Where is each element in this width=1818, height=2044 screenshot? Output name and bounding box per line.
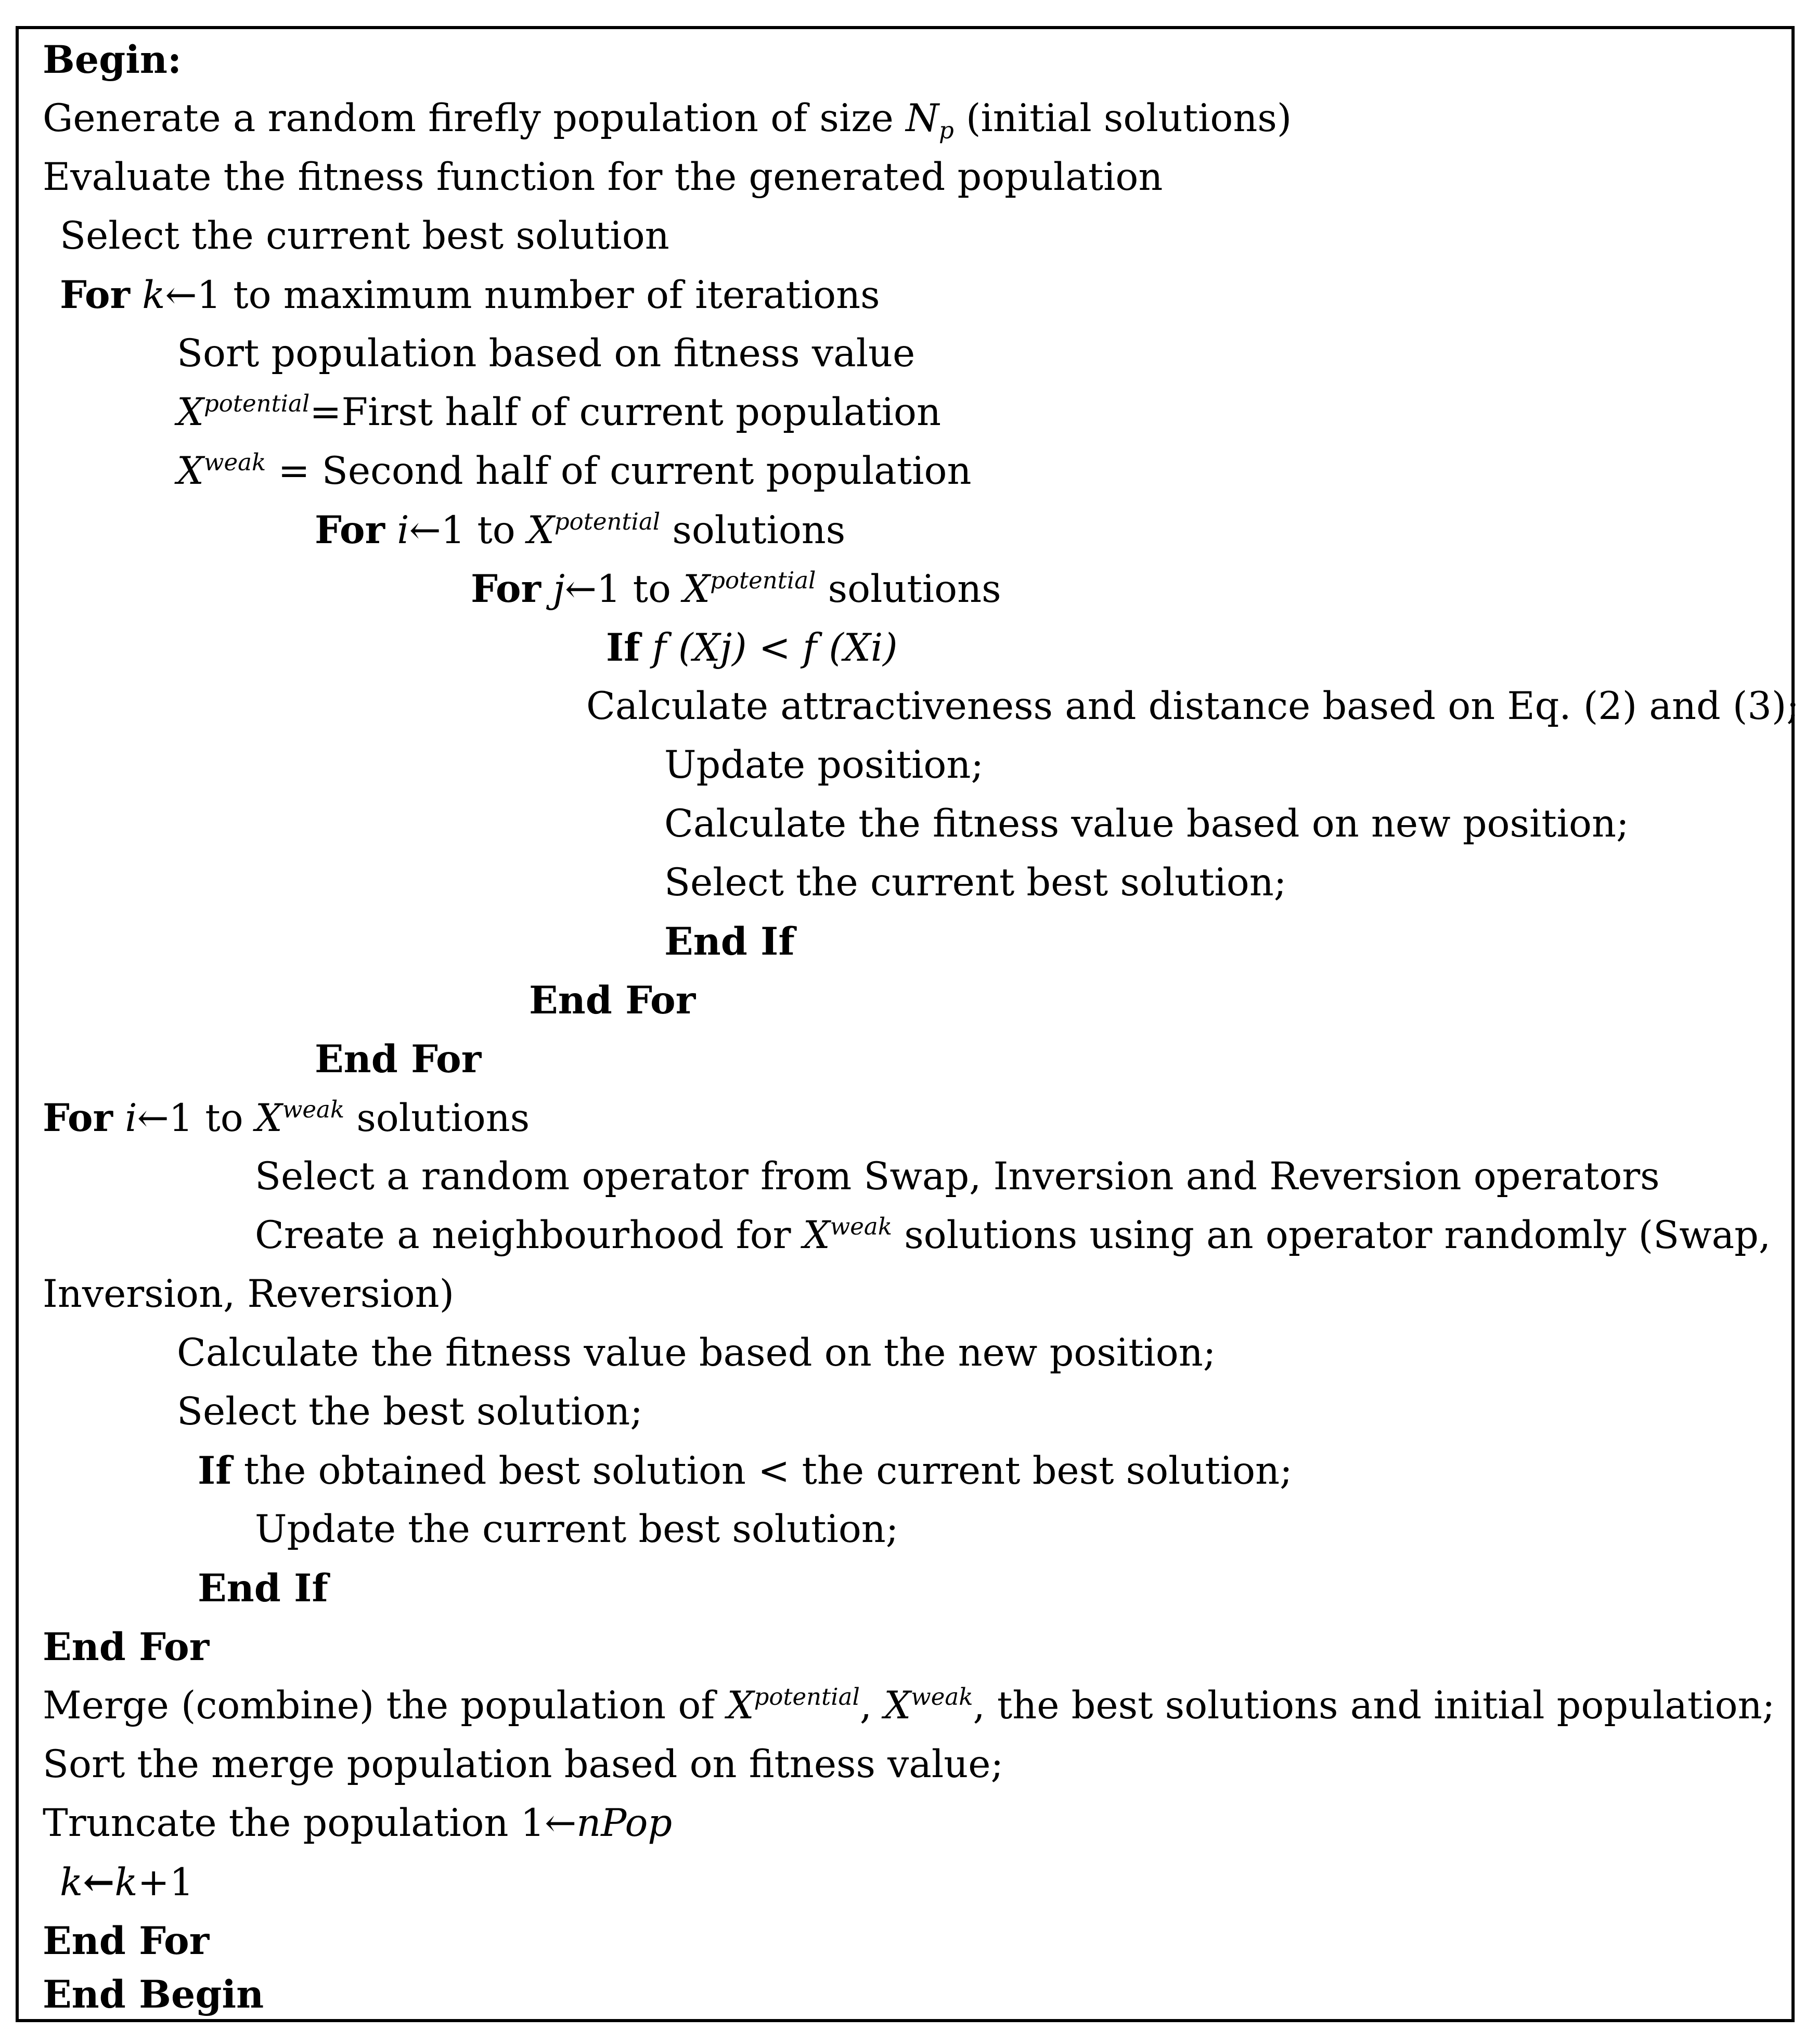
var-x: X (177, 390, 204, 434)
line-calc-fitness-weak (177, 1325, 1216, 1382)
superscript-weak: weak (911, 1683, 973, 1711)
text: Select a random operator from Swap, Inversion and Reversion operators (255, 1154, 1660, 1199)
text: = Second half of current population (266, 449, 972, 493)
text: Merge (combine) the population of (43, 1683, 727, 1728)
var-x: X (527, 508, 555, 552)
text: solutions (344, 1096, 530, 1140)
text: Calculate attractiveness and distance based on Eq. (2) and (3); (586, 684, 1799, 728)
line-begin (43, 31, 182, 88)
superscript-potential: potential (554, 508, 661, 535)
line-merge-population (43, 1677, 1775, 1734)
text: Select the current best solution (60, 214, 669, 258)
text: 1 to (441, 508, 527, 552)
var-n: N (906, 96, 939, 140)
line-calc-attractiveness (586, 678, 1799, 735)
keyword-end-for: End For (529, 978, 696, 1023)
text: Sort population based on fitness value (177, 331, 916, 376)
var-k: k (142, 273, 165, 317)
arrow: ← (83, 1860, 115, 1905)
superscript-weak: weak (282, 1096, 345, 1123)
keyword-if: If (198, 1448, 232, 1493)
text: , the best solutions and initial population; (973, 1683, 1775, 1728)
text: solutions using an operator randomly (Swap, (892, 1213, 1771, 1257)
arrow: ← (545, 1801, 577, 1845)
line-sort-population (177, 325, 915, 382)
text: 1 to (169, 1096, 255, 1140)
line-calc-fitness-new (664, 795, 1629, 853)
keyword-begin: Begin: (43, 37, 182, 82)
text: Select the current best solution; (664, 860, 1287, 905)
line-for-k (60, 266, 880, 324)
text: 1 to maximum number of iterations (197, 273, 880, 317)
text: Evaluate the fitness function for the generated population (43, 155, 1163, 199)
text: Sort the merge population based on fitness value; (43, 1742, 1004, 1786)
var-k: k (60, 1860, 83, 1905)
superscript-potential: potential (754, 1683, 860, 1711)
line-x-weak (177, 443, 971, 500)
line-end-for-weak (43, 1618, 209, 1676)
line-select-operator (255, 1148, 1660, 1205)
keyword-for: For (60, 273, 130, 317)
text: (initial solutions) (953, 96, 1292, 140)
keyword-for: For (43, 1096, 113, 1140)
superscript-potential: potential (710, 567, 816, 594)
arrow: ← (564, 567, 597, 611)
line-for-i-potential (315, 502, 845, 559)
var-x: X (884, 1683, 911, 1728)
line-end-if-weak (198, 1560, 328, 1617)
line-if-fitness-compare (606, 619, 898, 676)
var-x: X (803, 1213, 830, 1257)
superscript-potential: potential (203, 390, 310, 417)
text: Generate a random firefly population of size (43, 96, 906, 140)
var-i: i (397, 508, 409, 552)
line-neighbourhood-continued (43, 1266, 454, 1323)
text: Update the current best solution; (255, 1507, 899, 1551)
line-update-current-best (255, 1501, 898, 1558)
text: solutions (660, 508, 846, 552)
superscript-weak: weak (203, 448, 266, 476)
keyword-end-for: End For (43, 1625, 210, 1669)
line-if-obtained-best (198, 1442, 1293, 1499)
superscript-weak: weak (830, 1213, 892, 1240)
keyword-for: For (471, 567, 541, 611)
var-x: X (177, 449, 204, 493)
text: Truncate the population 1 (43, 1801, 545, 1845)
line-generate-population (43, 90, 1292, 147)
line-sort-merge (43, 1736, 1003, 1793)
keyword-end-for: End For (315, 1037, 482, 1082)
line-create-neighbourhood (255, 1207, 1771, 1264)
line-x-potential (177, 384, 941, 441)
line-for-i-weak (43, 1089, 530, 1147)
var-x: X (255, 1096, 282, 1140)
keyword-end-for: End For (43, 1919, 210, 1963)
line-end-for-i (315, 1031, 481, 1088)
line-end-if-inner (664, 913, 795, 970)
line-for-j-potential (471, 560, 1001, 618)
var-x: X (727, 1683, 754, 1728)
line-select-best-solution (177, 1383, 643, 1441)
line-end-begin (43, 1966, 264, 2023)
keyword-end-if: End If (198, 1566, 328, 1611)
condition: f (Xj) < f (Xi) (652, 626, 898, 670)
keyword-end-begin: End Begin (43, 1972, 264, 2017)
line-end-for-j (529, 972, 695, 1029)
var-x: X (683, 567, 711, 611)
keyword-end-if: End If (664, 919, 795, 964)
text: Update position; (664, 743, 984, 787)
var-npop: nPop (576, 1801, 673, 1845)
arrow: ← (165, 273, 197, 317)
text: Create a neighbourhood for (255, 1213, 803, 1257)
text: =First half of current population (310, 390, 942, 434)
text: Inversion, Reversion) (43, 1272, 455, 1316)
text: , (859, 1683, 884, 1728)
var-k: k (114, 1860, 138, 1905)
arrow: ← (409, 508, 441, 552)
line-evaluate-fitness (43, 149, 1163, 206)
arrow: ← (137, 1096, 169, 1140)
line-update-position (664, 737, 984, 794)
text: solutions (816, 567, 1001, 611)
text: Calculate the fitness value based on the new position; (177, 1331, 1216, 1375)
line-select-current-best (664, 854, 1286, 911)
text: 1 to (597, 567, 684, 611)
line-select-best (60, 208, 669, 265)
var-j: j (553, 567, 565, 611)
text: Select the best solution; (177, 1390, 643, 1434)
text: +1 (137, 1860, 194, 1905)
text: Calculate the fitness value based on new position; (664, 802, 1629, 846)
text: the obtained best solution < the current best solution; (231, 1449, 1293, 1493)
line-end-for-k (43, 1912, 209, 1970)
line-truncate (43, 1795, 672, 1852)
subscript-p: p (938, 117, 954, 144)
keyword-for: For (315, 508, 385, 552)
keyword-if: If (606, 625, 640, 670)
var-i: i (125, 1096, 137, 1140)
line-increment-k (60, 1854, 194, 1911)
